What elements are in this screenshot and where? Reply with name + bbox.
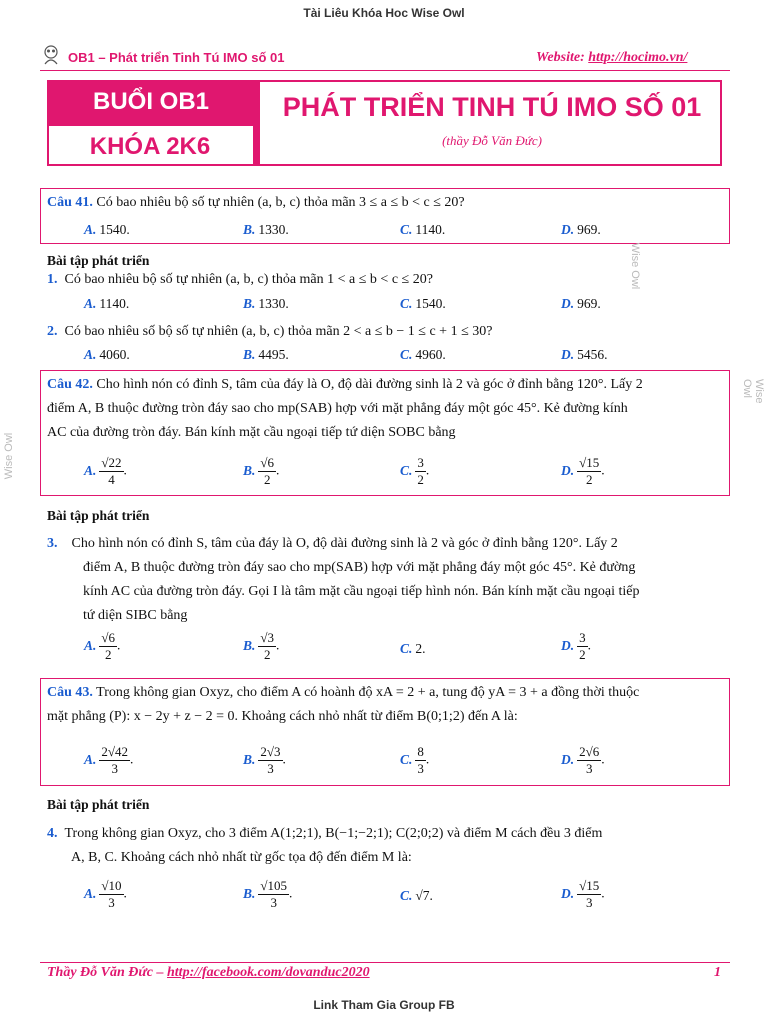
p1-option-c[interactable]: [400, 296, 446, 312]
denominator: 3: [108, 895, 115, 910]
numerator: √3: [260, 630, 275, 645]
option-value: 2.: [415, 641, 426, 656]
option-value: 1330.: [258, 222, 289, 237]
option-value: 1330.: [258, 296, 289, 311]
option-value: 5456.: [577, 347, 608, 362]
section-heading: Bài tập phát triển: [47, 508, 150, 523]
question-43-text: [47, 681, 727, 729]
p2-option-d[interactable]: [561, 347, 608, 363]
option-letter: A.: [84, 885, 97, 901]
p1-option-b[interactable]: [243, 296, 289, 312]
option-value: 969.: [577, 222, 601, 237]
denominator: 2: [585, 472, 593, 487]
option-letter: D.: [561, 222, 575, 237]
denominator: 2: [263, 472, 271, 487]
q43-option-a[interactable]: A. $\frac{2√42}{3}$ .: [84, 744, 134, 776]
question-42-line: điểm A, B thuộc đường tròn đáy sao cho mp(SAB) hợp với mặt phẳng đáy một góc 45°. Kẻ đường kính: [47, 401, 628, 416]
option-letter: C.: [400, 641, 413, 656]
footer-author-name: Thầy Đỗ Văn Đức –: [47, 965, 164, 980]
option-value: √7.: [415, 888, 433, 903]
denominator: 2: [104, 647, 112, 662]
problem-4-line: Trong không gian Oxyz, cho 3 điểm A(1;2;1), B(−1;−2;1); C(2;0;2) và điểm M cách đều 3 điểm: [64, 826, 603, 841]
option-value: 1540.: [415, 296, 446, 311]
q42-option-c[interactable]: C. $\frac{3}{2}$ .: [400, 455, 430, 487]
problem-4-text: [47, 822, 727, 870]
fraction: [258, 455, 276, 488]
header-course-title: OB1 – Phát triển Tinh Tú IMO số 01: [68, 50, 285, 65]
problem-number: 1.: [47, 272, 58, 287]
option-value: 1140.: [99, 296, 130, 311]
q41-option-b[interactable]: [243, 222, 289, 238]
website-link[interactable]: http://hocimo.vn/: [588, 50, 688, 65]
watermark: Wise Owl: [741, 379, 765, 404]
option-letter: C.: [400, 222, 413, 237]
header-divider: [40, 70, 730, 71]
option-letter: D.: [561, 347, 575, 362]
option-letter: A.: [84, 462, 97, 478]
problem-number: 4.: [47, 826, 58, 841]
p4-option-d[interactable]: D. $\frac{√15}{3}$ .: [561, 878, 605, 910]
watermark: Wise Owl: [629, 242, 642, 290]
fraction: [99, 630, 117, 663]
p2-option-a[interactable]: [84, 347, 130, 363]
option-value: 969.: [577, 296, 601, 311]
question-43-line: Trong không gian Oxyz, cho điểm A có hoành độ xA = 2 + a, tung độ yA = 3 + a đồng thời thuộc: [96, 685, 640, 700]
question-42-line: Cho hình nón có đỉnh S, tâm của đáy là O, độ dài đường sinh là 2 và góc ở đỉnh bằng 120°. Lấy 2: [96, 377, 643, 392]
p2-option-b[interactable]: [243, 347, 289, 363]
problem-3-line: điểm A, B thuộc đường tròn đáy sao cho mp(SAB) hợp với mặt phẳng đáy một góc 45°. Kẻ đường: [83, 560, 636, 575]
question-43-line: mặt phẳng (P): x − 2y + z − 2 = 0. Khoảng cách nhỏ nhất từ điểm B(0;1;2) đến A là:: [47, 709, 518, 724]
p4-option-a[interactable]: A. $\frac{√10}{3}$ .: [84, 878, 127, 910]
problem-3-line: kính AC của đường tròn đáy. Gọi I là tâm mặt cầu ngoại tiếp hình nón. Bán kính mặt cầu ngoại tiếp: [83, 584, 640, 599]
p3-option-d[interactable]: D. $\frac{3}{2}$ .: [561, 630, 591, 662]
section-heading: Bài tập phát triển: [47, 797, 150, 812]
denominator: 4: [108, 472, 115, 487]
option-value: 4495.: [258, 347, 289, 362]
footer-divider: [40, 962, 730, 963]
fraction: [258, 744, 282, 777]
option-letter: C.: [400, 296, 413, 311]
option-letter: C.: [400, 462, 413, 478]
numerator: √15: [579, 878, 600, 893]
denominator: 2: [263, 647, 271, 662]
option-value: 4060.: [99, 347, 130, 362]
numerator: √22: [101, 455, 122, 470]
p4-option-c[interactable]: [400, 888, 433, 904]
numerator: 2√3: [260, 744, 281, 759]
header-website: [536, 50, 687, 66]
q43-option-d[interactable]: D. $\frac{2√6}{3}$ .: [561, 744, 605, 776]
option-letter: B.: [243, 347, 256, 362]
title-divider: [255, 80, 260, 166]
problem-4-line: A, B, C. Khoảng cách nhỏ nhất từ gốc tọa độ đến điểm M là:: [71, 850, 412, 865]
option-letter: B.: [243, 222, 256, 237]
option-letter: C.: [400, 347, 413, 362]
denominator: 2: [579, 647, 586, 662]
course-label: KHÓA 2K6: [47, 124, 255, 166]
numerator: 2√42: [101, 744, 129, 759]
teacher-name: (thầy Đỗ Văn Đức): [442, 133, 542, 148]
option-letter: A.: [84, 222, 97, 237]
p1-option-a[interactable]: [84, 296, 129, 312]
p3-option-b[interactable]: B. $\frac{√3}{2}$ .: [243, 630, 280, 662]
bottom-banner[interactable]: Link Tham Gia Group FB: [313, 998, 455, 1012]
fraction: [258, 630, 276, 663]
problem-number: 3.: [47, 536, 58, 551]
option-letter: B.: [243, 885, 256, 901]
watermark: Wise Owl: [3, 432, 16, 480]
question-43-label: Câu 43.: [47, 685, 93, 700]
fraction: [577, 744, 601, 777]
numerator: √6: [101, 630, 116, 645]
facebook-link[interactable]: http://facebook.com/dovanduc2020: [167, 965, 370, 980]
option-letter: D.: [561, 462, 575, 478]
denominator: 3: [267, 761, 274, 776]
problem-3-line: Cho hình nón có đỉnh S, tâm của đáy là O, độ dài đường sinh là 2 và góc ở đỉnh bằng 120°. Lấy 2: [71, 536, 618, 551]
fraction: [99, 455, 123, 488]
p3-option-a[interactable]: A. $\frac{√6}{2}$ .: [84, 630, 121, 662]
option-letter: B.: [243, 751, 256, 767]
denominator: 3: [270, 895, 277, 910]
p3-option-c[interactable]: [400, 641, 426, 657]
fraction: [258, 878, 289, 911]
fraction: [99, 744, 130, 777]
option-value: 4960.: [415, 347, 446, 362]
fraction: [577, 878, 601, 911]
denominator: 3: [417, 761, 424, 776]
numerator: 3: [417, 455, 424, 470]
fraction: [577, 630, 588, 663]
problem-1-stem: Có bao nhiêu bộ số tự nhiên (a, b, c) thỏa mãn 1 < a ≤ b < c ≤ 20?: [64, 272, 433, 287]
fraction: [415, 744, 426, 777]
denominator: 2: [417, 472, 424, 487]
fraction: [415, 455, 426, 488]
option-letter: A.: [84, 751, 97, 767]
website-label: Website:: [536, 50, 585, 65]
option-letter: A.: [84, 637, 97, 653]
page-number: 1: [714, 965, 721, 980]
footer-author: [47, 965, 370, 981]
option-letter: A.: [84, 296, 97, 311]
q41-option-a[interactable]: [84, 222, 130, 238]
question-41-text: [47, 191, 723, 215]
q43-option-b[interactable]: B. $\frac{2√3}{3}$ .: [243, 744, 286, 776]
denominator: 3: [585, 761, 593, 776]
question-41-label: Câu 41.: [47, 195, 93, 210]
session-label: BUỔI OB1: [47, 80, 255, 124]
numerator: √105: [260, 878, 288, 893]
fraction: [577, 455, 601, 488]
numerator: 3: [579, 630, 586, 645]
numerator: 8: [417, 744, 424, 759]
problem-2-stem: Có bao nhiêu số bộ số tự nhiên (a, b, c) thỏa mãn 2 < a ≤ b − 1 ≤ c + 1 ≤ 30?: [64, 324, 493, 339]
option-letter: C.: [400, 751, 413, 767]
question-41-stem: Có bao nhiêu bộ số tự nhiên (a, b, c) thỏa mãn 3 ≤ a ≤ b < c ≤ 20?: [96, 195, 465, 210]
fraction: [99, 878, 123, 911]
option-value: 1540.: [99, 222, 130, 237]
top-banner: Tài Liêu Khóa Hoc Wise Owl: [303, 6, 465, 20]
option-letter: A.: [84, 347, 97, 362]
page-title: PHÁT TRIỂN TINH TÚ IMO SỐ 01: [282, 92, 702, 122]
problem-3-line: tứ diện SIBC bằng: [83, 608, 188, 623]
question-42-label: Câu 42.: [47, 377, 93, 392]
q43-option-c[interactable]: C. $\frac{8}{3}$ .: [400, 744, 430, 776]
denominator: 3: [111, 761, 118, 776]
q42-option-d[interactable]: D. $\frac{√15}{2}$ .: [561, 455, 605, 487]
p2-option-c[interactable]: [400, 347, 446, 363]
section-heading: Bài tập phát triển: [47, 253, 150, 268]
denominator: 3: [585, 895, 593, 910]
problem-number: 2.: [47, 324, 58, 339]
p4-option-b[interactable]: B. $\frac{√105}{3}$ .: [243, 878, 293, 910]
option-value: 1140.: [415, 222, 446, 237]
question-42-line: AC của đường tròn đáy. Bán kính mặt cầu ngoại tiếp tứ diện SOBC bằng: [47, 425, 456, 440]
option-letter: D.: [561, 637, 575, 653]
q41-option-c[interactable]: [400, 222, 445, 238]
option-letter: C.: [400, 888, 413, 903]
question-42-text: [47, 373, 727, 445]
numerator: √15: [579, 455, 600, 470]
numerator: √10: [101, 878, 122, 893]
numerator: √6: [260, 455, 275, 470]
problem-1-text: [47, 268, 727, 292]
numerator: 2√6: [579, 744, 600, 759]
option-letter: D.: [561, 296, 575, 311]
option-letter: B.: [243, 462, 256, 478]
option-letter: B.: [243, 296, 256, 311]
problem-2-text: [47, 320, 727, 344]
q42-option-a[interactable]: A. $\frac{√22}{4}$ .: [84, 455, 127, 487]
q42-option-b[interactable]: B. $\frac{√6}{2}$ .: [243, 455, 280, 487]
q41-option-d[interactable]: [561, 222, 601, 238]
problem-3-text: [47, 532, 727, 628]
option-letter: B.: [243, 637, 256, 653]
owl-logo-icon: [40, 44, 62, 66]
p1-option-d[interactable]: [561, 296, 601, 312]
option-letter: D.: [561, 751, 575, 767]
option-letter: D.: [561, 885, 575, 901]
